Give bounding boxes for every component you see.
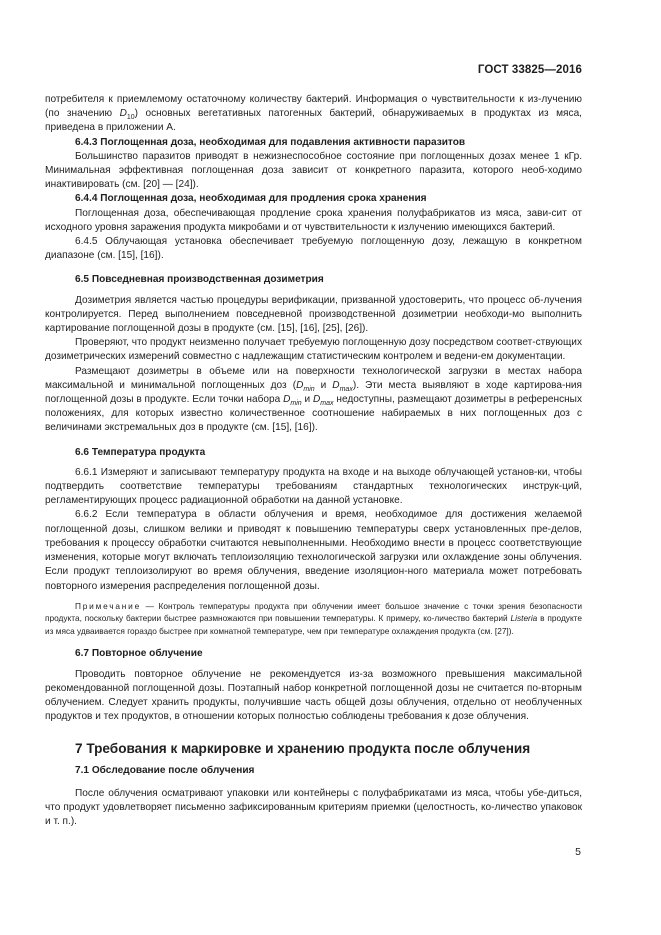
symbol-d: D [313,394,321,406]
subscript-max: max [320,400,334,408]
section-heading-6-6: 6.6 Температура продукта [75,446,206,458]
paragraph: 6.4.5 Облучающая установка обеспечивает требуемую поглощенную дозу, лежащую в конкретном диапазоне (см. [15], [16]). [45,236,582,262]
paragraph: 6.6.2 Если температура в области облучения и время, необходимое для достижения желаемой поглощенной дозы, слишком велики и приводят к повышению температуры сверх установленных пре-делов, требования к процессу обработки считаются невыполненными. Необходимо внести в процесс соответствующие изменения, которые могут включать теплоизоляцию технологической загрузки или охлаждение зоны облучения. Если продукт теплоизолируют во время облучения, введение изоляцион-ного материала может потребовать повторного измерения распределения поглощенной дозы. [45,509,582,592]
subscript: 10 [126,114,135,122]
text: ). Эти места выявляют в ходе картирова-ния поглощенной дозы в продукте. Если точки набора [45,379,583,406]
section-heading-6-4-3: 6.4.3 Поглощенная доза, необходимая для подавления активности паразитов [75,136,466,148]
symbol-d: D [283,394,291,406]
section-heading-7-1: 7.1 Обследование после облучения [75,764,255,776]
text: в продукте из мяса удваивается гораздо быстрее при комнатной температуре, чем при температуре охлаждения продукта (см. [27]). [45,613,582,636]
text: ) основных вегетативных патогенных бактерий, обнаруживаемых в продуктах из мяса, приведена в приложении А. [45,108,582,134]
page-content [45,93,582,829]
paragraph [45,365,582,436]
paragraph: Большинство паразитов приводят в нежизнеспособное состояние при поглощенных дозах менее 1 кГр. Минимальная эффективная поглощенная доза зависит от конкретного паразита, которого необ-ходимо инактивировать (см. [20] — [24]). [45,150,582,191]
text: потребителя к приемлемому остаточному количеству бактерий. Информация о чувствительности к из-лучению (по значению [45,94,582,120]
subscript-min: min [303,385,315,393]
section-heading-6-4-4: 6.4.4 Поглощенная доза, необходимая для продления срока хранения [75,193,427,205]
symbol-d: D [296,379,304,391]
note-label: Примечание [75,600,142,611]
document-code: ГОСТ 33825—2016 [477,64,582,76]
note [45,600,582,638]
section-heading-6-5: 6.5 Повседневная производственная дозиметрия [75,274,324,286]
text: — Контроль температуры продукта при облучении имеет большое значение с точки зрения безопасности продукта, поскольку бактерии быстрее размножаются при повышении температуры. К примеру, ко-личество бактерий [45,600,582,624]
subscript-max: max [339,385,353,393]
paragraph: 6.6.1 Измеряют и записывают температуру продукта на входе и на выходе облучающей установ-ки, чтобы подтвердить соответствие температуры требованиям стандартных технологических инструк-ций, регламентирующих процесс радиационной обработки на данной установке. [45,466,582,507]
paragraph: Проверяют, что продукт неизменно получает требуемую поглощенную дозу посредством соответ-ствующих дозиметрических измерений совместно с надлежащим статистическим контролем и ведени-ем документации. [45,337,582,363]
page-number: 5 [575,846,581,858]
paragraph: Проводить повторное облучение не рекомендуется из-за возможного превышения максимальной рекомендованной поглощенной дозы. Поэтапный набор конкретной поглощенной дозы не считается по-вторным облучением. Следует хранить продукты, получившие часть общей дозы облучения, отдельно от необлученных продуктов и тех продуктов, в отношении которых полностью соблюдены требования к дозе облучения. [45,668,582,723]
text: Размещают дозиметры в объеме или на поверхности технологической загрузки в местах набора максимальной и минимальной поглощенных доз ( [45,365,582,391]
text: недоступны, размещают дозиметры в референсных положениях, для которых известно количественное соотношение набираемых в них поглощенных доз с величинами экстремальных доз в продукте (см. [15], [16]). [45,394,582,434]
section-heading-6-7: 6.7 Повторное облучение [75,648,203,660]
subscript-min: min [290,400,302,408]
paragraph: Дозиметрия является частью процедуры верификации, призванной удостоверить, что процесс об-лучения контролируется. Перед выполнением повседневной производственной дозиметрии необходи-мо выполнить картирование поглощенной дозы в продукте (см. [15], [16], [25], [26]). [45,294,582,335]
paragraph [45,93,582,136]
paragraph: После облучения осматривают упаковки или контейнеры с полуфабрикатами из мяса, чтобы убе-диться, что продукт удовлетворяет письменно зафиксированным критериям приемки (целостность, ко-личество упаковок и т. п.). [45,787,582,828]
chapter-heading-7: 7 Требования к маркировке и хранению продукта после облучения [75,740,531,756]
paragraph: Поглощенная доза, обеспечивающая продление срока хранения полуфабрикатов из мяса, зави-сит от исходного уровня заражения продукта микробами и от чувствительности к излучению имеющихся бактерий. [45,207,582,233]
text: и [314,379,333,391]
text: и [301,394,313,406]
symbol-d: D [119,108,127,120]
italic-term: Listeria [510,613,538,624]
symbol-d: D [332,379,340,391]
